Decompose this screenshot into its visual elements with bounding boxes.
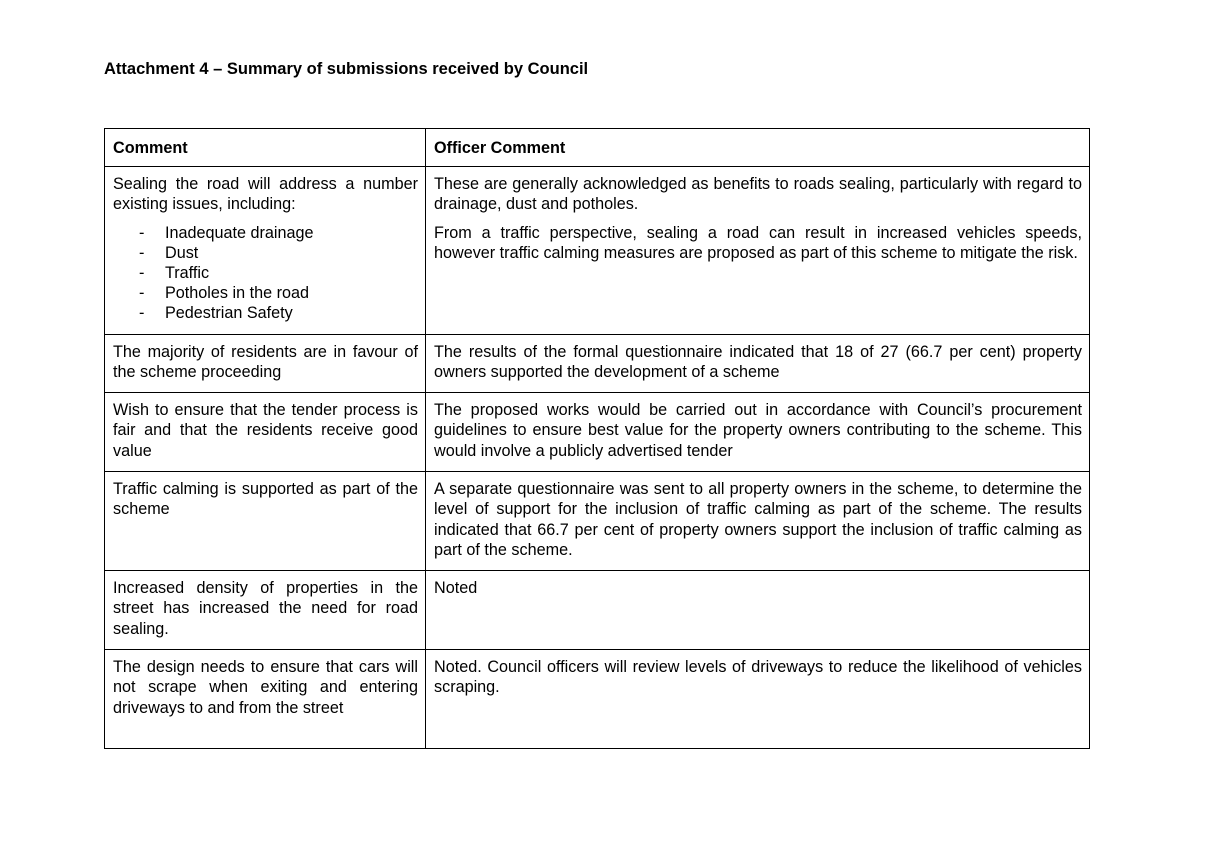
officer-comment-text: The proposed works would be carried out in accordance with Council’s procurement guidelines to ensure best value for the property owners contributing to the scheme. This would involve a publicly advertised tender [434,401,1082,460]
officer-comment-text: These are generally acknowledged as benefits to roads sealing, particularly with regard to drainage, dust and potholes. [434,175,1082,214]
list-item-text: Potholes in the road [165,284,309,303]
officer-comment-cell [426,167,1090,335]
officer-comment-cell [426,393,1090,472]
column-header-officer-comment: Officer Comment [426,129,1090,167]
officer-comment-text: A separate questionnaire was sent to all property owners in the scheme, to determine the level of support for the inclusion of traffic calming as part of the scheme. The results indicated that 66.7 per cent of property owners support the inclusion of traffic calming as part of the scheme. [434,480,1082,559]
officer-comment-text: The results of the formal questionnaire indicated that 18 of 27 (66.7 per cent) property owners supported the development of a scheme [434,343,1082,382]
list-marker: - [139,223,145,242]
table-row [105,571,1090,650]
column-header-comment: Comment [105,129,426,167]
list-item-text: Dust [165,243,199,262]
list-item-text: Pedestrian Safety [165,304,293,323]
comment-cell [105,650,426,749]
officer-comment-cell [426,335,1090,393]
submissions-table [104,128,1090,749]
page-title: Attachment 4 – Summary of submissions received by Council [104,60,589,78]
comment-text: The majority of residents are in favour of the scheme proceeding [113,343,418,382]
list-item-text: Inadequate drainage [165,223,314,242]
list-item [113,243,418,263]
list-marker: - [139,264,145,283]
list-marker: - [139,243,145,262]
comment-text: Traffic calming is supported as part of the scheme [113,480,418,519]
officer-comment-text: Noted [434,579,478,598]
table-row [105,393,1090,472]
list-item [113,303,418,323]
issue-list [113,223,418,324]
comment-cell [105,571,426,650]
officer-comment-cell [426,650,1090,749]
comment-cell [105,393,426,472]
table-header-row [105,129,1090,167]
comment-cell [105,167,426,335]
officer-comment-text: Noted. Council officers will review levels of driveways to reduce the likelihood of vehicles scraping. [434,658,1082,697]
table-row [105,472,1090,571]
officer-comment-cell [426,472,1090,571]
officer-comment-cell [426,571,1090,650]
comment-text: Increased density of properties in the street has increased the need for road sealing. [113,579,418,638]
list-marker: - [139,304,145,323]
comment-cell [105,335,426,393]
comment-text: Sealing the road will address a number existing issues, including: [113,175,418,214]
table-row [105,650,1090,749]
list-item [113,283,418,303]
list-marker: - [139,284,145,303]
comment-text: Wish to ensure that the tender process is fair and that the residents receive good value [113,401,418,460]
officer-comment-text: From a traffic perspective, sealing a road can result in increased vehicles speeds, however traffic calming measures are proposed as part of this scheme to mitigate the risk. [434,223,1082,262]
list-item [113,263,418,283]
comment-cell [105,472,426,571]
list-item [113,223,418,243]
table-row [105,167,1090,335]
comment-text: The design needs to ensure that cars will not scrape when exiting and entering driveways to and from the street [113,658,418,717]
table-row [105,335,1090,393]
list-item-text: Traffic [165,264,210,283]
